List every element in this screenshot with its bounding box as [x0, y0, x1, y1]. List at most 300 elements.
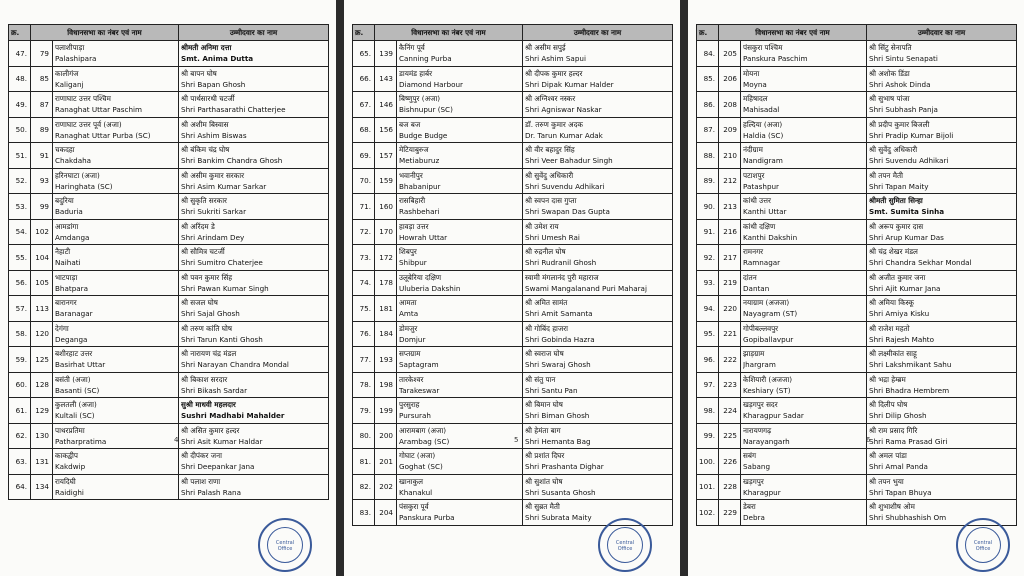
serial-cell [9, 66, 31, 92]
serial-number: 84. [703, 48, 715, 58]
serial-cell [697, 321, 719, 347]
constituency-number: 105 [35, 278, 49, 288]
serial-number: 72. [359, 227, 371, 237]
constituency-name-cell [53, 449, 179, 475]
candidate-name-hindi: श्री अरूप कुमार दास [869, 221, 924, 231]
candidate-name-english: Shri Susanta Ghosh [525, 487, 596, 497]
serial-cell [353, 296, 375, 322]
candidate-name-english: Shri Tapan Maity [869, 181, 929, 191]
serial-number: 53. [15, 201, 27, 211]
candidate-cell [523, 398, 673, 424]
constituency-name-cell [53, 117, 179, 143]
candidate-name-hindi: श्री अशोक डिंडा [869, 68, 910, 78]
table-row [353, 474, 673, 500]
constituency-number: 130 [35, 431, 49, 441]
constituency-number: 172 [379, 252, 393, 262]
constituency-name-cell [53, 423, 179, 449]
constituency-name-cell [397, 194, 523, 220]
constituency-name-english: Ramnagar [743, 258, 781, 268]
candidate-name-hindi: श्री बापन घोष [181, 68, 217, 78]
constituency-number-cell [719, 143, 741, 169]
constituency-number: 225 [723, 431, 737, 441]
constituency-number: 221 [723, 329, 737, 339]
constituency-number-cell [719, 372, 741, 398]
candidate-cell [179, 398, 329, 424]
constituency-name-cell [741, 449, 867, 475]
candidate-name-hindi: श्री सुवेंदु अधिकारी [869, 145, 918, 155]
candidate-name-english: Smt. Sumita Sinha [869, 207, 945, 217]
table-row [353, 41, 673, 67]
candidate-cell [523, 449, 673, 475]
table-row [353, 270, 673, 296]
candidate-name-english: Shri Sumitro Chaterjee [181, 258, 263, 268]
constituency-number-cell [719, 321, 741, 347]
serial-cell [697, 219, 719, 245]
constituency-name-hindi: पलाशीपाड़ा [55, 43, 85, 53]
constituency-number: 99 [39, 201, 49, 211]
serial-number: 69. [359, 150, 371, 160]
candidate-name-hindi: श्री भद्रा हेम्ब्रम [869, 374, 906, 384]
constituency-name-english: Bhabanipur [399, 181, 441, 191]
serial-number: 82. [359, 482, 371, 492]
candidate-name-english: Shri Ajit Kumar Jana [869, 283, 941, 293]
candidate-name-hindi: श्री रुद्रनील घोष [525, 247, 566, 257]
serial-cell [9, 347, 31, 373]
candidate-name-hindi: श्री असित कुमार हल्दर [181, 425, 240, 435]
constituency-number: 129 [35, 405, 49, 415]
candidate-cell [867, 245, 1017, 271]
serial-cell [697, 296, 719, 322]
constituency-number-cell [31, 347, 53, 373]
constituency-number: 93 [39, 176, 49, 186]
candidate-name-english: Shri Ashim Sapui [525, 54, 586, 64]
constituency-number-cell [31, 449, 53, 475]
constituency-name-hindi: सबंग [743, 451, 757, 461]
serial-number: 51. [15, 150, 27, 160]
table-row [353, 398, 673, 424]
constituency-number: 213 [723, 201, 737, 211]
constituency-name-hindi: झाड़ग्राम [743, 349, 765, 359]
constituency-name-hindi: पुरसुराह [399, 400, 420, 410]
candidate-name-english: Shri Asit Kumar Haldar [181, 436, 263, 446]
constituency-name-hindi: हावड़ा उत्तर [399, 221, 429, 231]
constituency-name-hindi: रासबिहारी [399, 196, 426, 206]
serial-number: 74. [359, 278, 371, 288]
constituency-name-english: Kharagpur Sadar [743, 411, 804, 421]
table-row [353, 321, 673, 347]
constituency-number-cell [31, 398, 53, 424]
constituency-number: 193 [379, 354, 393, 364]
candidate-name-hindi: श्री अमित सामंत [525, 298, 568, 308]
serial-cell [9, 219, 31, 245]
header-constituency: विधानसभा का नंबर एवं नाम [375, 25, 523, 41]
header-candidate: उम्मीदवार का नाम [523, 25, 673, 41]
constituency-name-hindi: गोपीबल्लवपुर [743, 323, 779, 333]
serial-number: 64. [15, 482, 27, 492]
candidate-cell [179, 372, 329, 398]
constituency-name-cell [741, 194, 867, 220]
constituency-name-english: Kaliganj [55, 79, 84, 89]
candidate-cell [523, 92, 673, 118]
constituency-name-english: Amdanga [55, 232, 90, 242]
serial-number: 75. [359, 303, 371, 313]
candidate-name-hindi: श्री सुब्रत मैती [525, 502, 560, 512]
candidate-name-hindi: श्री अजीत कुमार जना [869, 272, 926, 282]
constituency-number-cell [375, 168, 397, 194]
constituency-name-english: Debra [743, 513, 765, 523]
constituency-name-cell [741, 117, 867, 143]
table-row [9, 474, 329, 500]
candidate-cell [179, 245, 329, 271]
constituency-name-hindi: महिषादल [743, 94, 768, 104]
table-row [9, 449, 329, 475]
serial-number: 76. [359, 329, 371, 339]
constituency-number: 226 [723, 456, 737, 466]
header-candidate: उम्मीदवार का नाम [179, 25, 329, 41]
constituency-number: 200 [379, 431, 393, 441]
constituency-name-cell [53, 245, 179, 271]
constituency-name-english: Howrah Uttar [399, 232, 448, 242]
constituency-number-cell [375, 219, 397, 245]
constituency-name-cell [397, 474, 523, 500]
candidate-cell [867, 92, 1017, 118]
serial-cell [697, 117, 719, 143]
serial-number: 65. [359, 48, 371, 58]
constituency-number-cell [31, 270, 53, 296]
serial-cell [9, 194, 31, 220]
candidate-name-hindi: श्री शुभाशीष ओम [869, 502, 915, 512]
candidate-name-english: Shri Asim Kumar Sarkar [181, 181, 267, 191]
candidate-cell [867, 194, 1017, 220]
candidate-name-english: Swami Mangalanand Puri Maharaj [525, 283, 647, 293]
constituency-name-cell [53, 92, 179, 118]
table-row [353, 245, 673, 271]
candidate-name-english: Shri Gobinda Hazra [525, 334, 595, 344]
candidate-cell [179, 117, 329, 143]
constituency-name-cell [53, 143, 179, 169]
constituency-number-cell [719, 245, 741, 271]
candidate-cell [867, 398, 1017, 424]
constituency-number: 134 [35, 482, 49, 492]
constituency-name-hindi: केशियारी (अजजा) [743, 374, 793, 384]
serial-cell [9, 143, 31, 169]
candidate-name-english: Shri Umesh Rai [525, 232, 580, 242]
candidate-cell [179, 219, 329, 245]
constituency-number: 198 [379, 380, 393, 390]
candidate-name-hindi: श्रीमती सुमिता सिन्हा [869, 196, 923, 206]
table-row [353, 296, 673, 322]
candidate-name-english: Smt. Anima Dutta [181, 54, 254, 64]
constituency-name-english: Moyna [743, 79, 767, 89]
table-row [697, 372, 1017, 398]
serial-number: 80. [359, 431, 371, 441]
table-row [353, 168, 673, 194]
constituency-name-hindi: दांतन [743, 272, 757, 282]
constituency-name-cell [741, 372, 867, 398]
constituency-name-hindi: रामनगर [743, 247, 764, 257]
serial-cell [697, 449, 719, 475]
candidate-name-english: Shri Suvendu Adhikari [869, 156, 949, 166]
constituency-name-hindi: डेबरा [743, 502, 756, 512]
candidate-name-hindi: श्री दीपक कुमार हल्दर [525, 68, 583, 78]
constituency-name-hindi: भाटपाड़ा [55, 272, 78, 282]
constituency-name-cell [741, 168, 867, 194]
constituency-number-cell [375, 296, 397, 322]
candidate-name-english: Shri Veer Bahadur Singh [525, 156, 613, 166]
constituency-name-english: Haringhata (SC) [55, 181, 113, 191]
candidate-name-hindi: श्री सुभाष पांजा [869, 94, 910, 104]
constituency-number-cell [31, 423, 53, 449]
table-row [353, 423, 673, 449]
serial-cell [9, 321, 31, 347]
serial-cell [9, 245, 31, 271]
table-row [697, 321, 1017, 347]
constituency-number: 201 [379, 456, 393, 466]
candidate-cell [179, 321, 329, 347]
constituency-name-hindi: चकदहा [55, 145, 75, 155]
serial-cell [697, 194, 719, 220]
table-row [353, 143, 673, 169]
constituency-name-cell [53, 398, 179, 424]
table-row [697, 296, 1017, 322]
candidate-cell [867, 449, 1017, 475]
stamp-text: Central Office [275, 540, 295, 552]
constituency-name-hindi: काकद्वीप [55, 451, 78, 461]
candidate-name-hindi: डॉ. तरुण कुमार अदक [525, 119, 583, 129]
constituency-name-english: Shibpur [399, 258, 427, 268]
constituency-number-cell [719, 219, 741, 245]
serial-cell [9, 270, 31, 296]
constituency-name-english: Amta [399, 309, 419, 319]
serial-number: 77. [359, 354, 371, 364]
serial-number: 63. [15, 456, 27, 466]
constituency-name-hindi: खड़गपुर [743, 476, 764, 486]
table-row [697, 117, 1017, 143]
constituency-name-hindi: डायमंड हार्बर [399, 68, 433, 78]
constituency-number-cell [719, 168, 741, 194]
constituency-name-cell [397, 398, 523, 424]
constituency-name-hindi: रायदिघी [55, 476, 76, 486]
candidate-cell [523, 117, 673, 143]
constituency-number-cell [31, 296, 53, 322]
candidate-name-english: Shri Suvendu Adhikari [525, 181, 605, 191]
table-row [697, 474, 1017, 500]
serial-cell [353, 449, 375, 475]
candidate-name-hindi: श्री बिकाश सरदार [181, 374, 228, 384]
constituency-number: 125 [35, 354, 49, 364]
constituency-name-english: Canning Purba [399, 54, 452, 64]
serial-cell [697, 41, 719, 67]
constituency-number: 91 [39, 150, 49, 160]
constituency-number-cell [375, 245, 397, 271]
candidate-cell [523, 219, 673, 245]
serial-cell [697, 66, 719, 92]
office-stamp [258, 518, 312, 572]
candidate-name-hindi: श्री स्वराज घोष [525, 349, 564, 359]
constituency-number: 222 [723, 354, 737, 364]
constituency-number: 128 [35, 380, 49, 390]
serial-number: 91. [703, 227, 715, 237]
candidate-name-hindi: श्री पवन कुमार सिंह [181, 272, 233, 282]
table-row [697, 245, 1017, 271]
candidate-cell [179, 474, 329, 500]
constituency-name-cell [741, 270, 867, 296]
constituency-number-cell [375, 347, 397, 373]
serial-number: 62. [15, 431, 27, 441]
serial-cell [697, 423, 719, 449]
constituency-name-cell [741, 66, 867, 92]
candidate-name-hindi: श्री अरिंदम डे [181, 221, 215, 231]
constituency-name-cell [397, 219, 523, 245]
constituency-name-english: Raidighi [55, 487, 84, 497]
constituency-name-english: Kultali (SC) [55, 411, 95, 421]
candidate-cell [867, 41, 1017, 67]
constituency-name-english: Deganga [55, 334, 88, 344]
constituency-name-cell [397, 270, 523, 296]
candidate-name-hindi: स्वामी मंगलानंद पुरी महाराज [525, 272, 599, 282]
constituency-number: 181 [379, 303, 393, 313]
candidate-cell [523, 500, 673, 526]
candidate-name-english: Shri Bikash Sardar [181, 385, 248, 395]
constituency-number-cell [719, 474, 741, 500]
constituency-number: 228 [723, 482, 737, 492]
candidate-name-hindi: श्री उमेश राय [525, 221, 559, 231]
constituency-number-cell [375, 143, 397, 169]
constituency-name-english: Naihati [55, 258, 81, 268]
candidate-cell [523, 270, 673, 296]
constituency-name-hindi: राणाघाट उत्तर पूर्व (अजा) [55, 119, 122, 129]
constituency-name-hindi: बसंती (अजा) [55, 374, 91, 384]
table-header [353, 25, 673, 41]
constituency-number: 202 [379, 482, 393, 492]
serial-number: 87. [703, 125, 715, 135]
table-row [9, 347, 329, 373]
constituency-number: 104 [35, 252, 49, 262]
serial-cell [697, 245, 719, 271]
constituency-name-hindi: नयाग्राम (अजजा) [743, 298, 790, 308]
constituency-number: 212 [723, 176, 737, 186]
constituency-number: 113 [35, 303, 49, 313]
table-row [9, 219, 329, 245]
candidate-name-hindi: सुश्री माधवी महलदार [181, 400, 236, 410]
constituency-name-english: Baranagar [55, 309, 93, 319]
constituency-number: 178 [379, 278, 393, 288]
candidate-name-hindi: श्री हेमंता बाग [525, 425, 561, 435]
candidate-cell [179, 423, 329, 449]
candidate-name-hindi: श्री चंद्र शेखर मंडल [869, 247, 918, 257]
candidate-name-english: Shri Bankim Chandra Ghosh [181, 156, 283, 166]
constituency-number: 146 [379, 99, 393, 109]
table-row [9, 270, 329, 296]
constituency-number-cell [375, 92, 397, 118]
candidate-name-english: Shri Rudranil Ghosh [525, 258, 597, 268]
page-number: 5 [514, 436, 519, 444]
candidate-name-hindi: श्री अमल पांडा [869, 451, 907, 461]
candidate-name-hindi: श्री तपन मैती [869, 170, 903, 180]
document-page-5 [344, 0, 680, 576]
constituency-number: 156 [379, 125, 393, 135]
constituency-name-english: Domjur [399, 334, 426, 344]
constituency-number: 139 [379, 48, 393, 58]
constituency-name-english: Metiaburuz [399, 156, 440, 166]
constituency-number-cell [375, 372, 397, 398]
serial-cell [697, 168, 719, 194]
candidate-name-english: Shri Swaraj Ghosh [525, 360, 591, 370]
candidate-cell [867, 66, 1017, 92]
constituency-number: 220 [723, 303, 737, 313]
constituency-number-cell [375, 500, 397, 526]
constituency-number-cell [375, 194, 397, 220]
constituency-number: 184 [379, 329, 393, 339]
constituency-name-hindi: भवानीपुर [399, 170, 423, 180]
candidate-name-hindi: श्री स्वपन दास गुप्ता [525, 196, 577, 206]
table-row [9, 143, 329, 169]
serial-number: 67. [359, 99, 371, 109]
table-row [353, 66, 673, 92]
candidate-name-english: Shri Hemanta Bag [525, 436, 591, 446]
constituency-name-english: Narayangarh [743, 436, 790, 446]
constituency-number: 217 [723, 252, 737, 262]
constituency-number-cell [31, 245, 53, 271]
candidate-cell [523, 321, 673, 347]
candidate-name-hindi: श्री दिलीप घोष [869, 400, 908, 410]
serial-number: 59. [15, 354, 27, 364]
constituency-number-cell [375, 117, 397, 143]
serial-cell [353, 270, 375, 296]
constituency-name-hindi: राणाघाट उत्तर पश्चिम [55, 94, 111, 104]
serial-cell [353, 474, 375, 500]
constituency-name-cell [397, 41, 523, 67]
serial-number: 89. [703, 176, 715, 186]
constituency-number-cell [375, 474, 397, 500]
constituency-name-hindi: उलूबेरिया दक्षिण [399, 272, 442, 282]
serial-cell [697, 372, 719, 398]
constituency-name-english: Patashpur [743, 181, 780, 191]
constituency-number-cell [375, 398, 397, 424]
table-row [9, 245, 329, 271]
constituency-name-cell [741, 245, 867, 271]
serial-cell [9, 449, 31, 475]
constituency-name-english: Khanakul [399, 487, 433, 497]
table-row [9, 92, 329, 118]
candidate-name-english: Dr. Tarun Kumar Adak [525, 130, 603, 140]
candidate-name-english: Shri Sukriti Sarkar [181, 207, 247, 217]
constituency-name-hindi: बारानगर [55, 298, 77, 308]
candidate-cell [867, 219, 1017, 245]
constituency-number-cell [719, 270, 741, 296]
document-page-4 [0, 0, 336, 576]
constituency-number-cell [31, 41, 53, 67]
constituency-number-cell [375, 270, 397, 296]
candidate-name-hindi: श्री अग्निश्वर नस्कर [525, 94, 576, 104]
candidate-name-english: Shri Swapan Das Gupta [525, 207, 610, 217]
constituency-name-english: Basanti (SC) [55, 385, 100, 395]
constituency-name-hindi: कुलतली (अजा) [55, 400, 97, 410]
candidate-name-hindi: श्री दीपंकर जना [181, 451, 222, 461]
serial-number: 60. [15, 380, 27, 390]
candidate-name-hindi: श्री गोबिंद हाजरा [525, 323, 569, 333]
constituency-name-cell [53, 41, 179, 67]
page-number: 4 [174, 436, 179, 444]
constituency-name-cell [397, 66, 523, 92]
serial-number: 70. [359, 176, 371, 186]
serial-number: 90. [703, 201, 715, 211]
constituency-number-cell [31, 92, 53, 118]
candidate-cell [523, 41, 673, 67]
candidate-name-english: Shri Amal Panda [869, 462, 928, 472]
candidate-table [352, 24, 673, 526]
constituency-name-hindi: देगंगा [55, 323, 69, 333]
